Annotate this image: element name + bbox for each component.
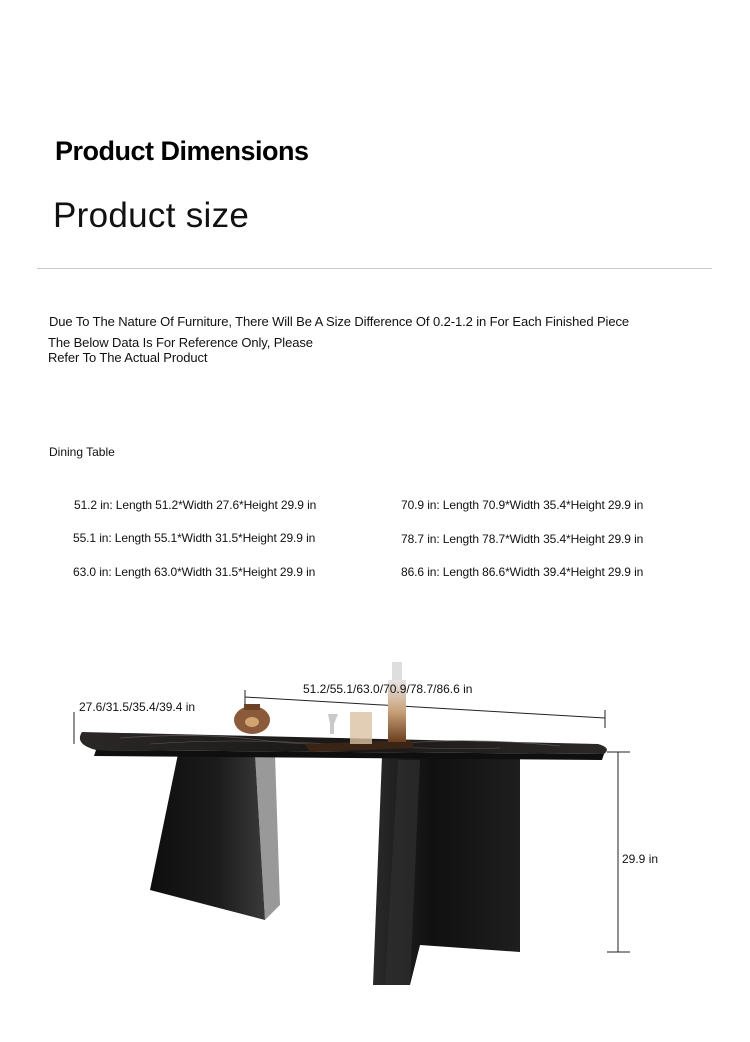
height-dimension-label: 29.9 in — [622, 852, 659, 866]
table-lamp-cap — [244, 704, 260, 710]
width-dimension-label: 27.6/31.5/35.4/39.4 in — [79, 700, 196, 714]
section-title: Product size — [53, 196, 250, 235]
length-dimension-label: 51.2/55.1/63.0/70.9/78.7/86.6 in — [303, 682, 473, 696]
reference-note — [48, 335, 348, 365]
size-option: 70.9 in: Length 70.9*Width 35.4*Height 29.9 in — [401, 498, 644, 512]
dining-table-illustration — [0, 640, 750, 1020]
length-dimension-line — [245, 697, 605, 718]
left-leg — [150, 754, 265, 920]
reference-note-line-2: Refer To The Actual Product — [48, 350, 208, 365]
size-difference-note: Due To The Nature Of Furniture, There Will Be A Size Difference Of 0.2-1.2 in For Each Finished Piece — [49, 314, 629, 329]
decanter — [350, 712, 372, 744]
wine-glass — [328, 714, 338, 734]
reference-note-line-1: The Below Data Is For Reference Only, Please — [48, 335, 313, 350]
table-lamp-glow — [245, 717, 259, 727]
size-option: 51.2 in: Length 51.2*Width 27.6*Height 29.9 in — [74, 498, 317, 512]
bottle-stopper — [392, 662, 402, 680]
size-option: 55.1 in: Length 55.1*Width 31.5*Height 29.9 in — [73, 531, 316, 545]
divider — [37, 268, 712, 269]
size-option: 78.7 in: Length 78.7*Width 35.4*Height 29.9 in — [401, 532, 644, 546]
page-heading: Product Dimensions — [55, 136, 309, 166]
size-option: 63.0 in: Length 63.0*Width 31.5*Height 29.9 in — [73, 565, 316, 579]
size-option: 86.6 in: Length 86.6*Width 39.4*Height 29.9 in — [401, 565, 644, 579]
category-label: Dining Table — [49, 445, 115, 459]
